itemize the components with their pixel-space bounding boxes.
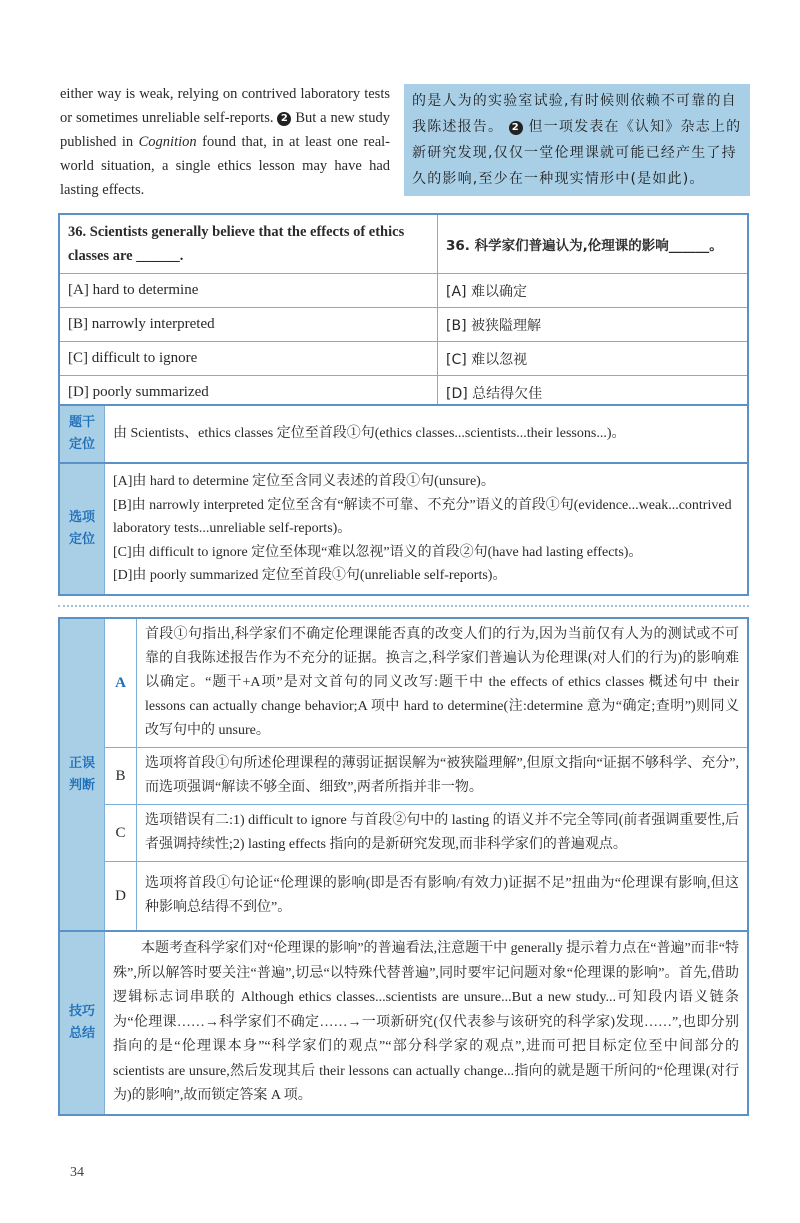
option-location-section	[60, 462, 747, 594]
option-zh: [D] 总结得欠佳	[446, 385, 543, 402]
judgement-row-a	[105, 619, 747, 748]
question-stem-row	[60, 215, 747, 274]
option-en: [C] difficult to ignore	[60, 342, 438, 375]
judgement-label: 正误判断	[60, 619, 105, 930]
translation-text-1: 的是人为的实验室试验,有时候则依赖不可靠的自我陈述报告。	[412, 93, 737, 135]
judgement-row-c	[105, 805, 747, 862]
sentence-marker-icon: 2	[509, 121, 523, 135]
question-stem-zh: 36. 科学家们普遍认为,伦理课的影响______。	[446, 238, 723, 254]
option-location-a: [A]由 hard to determine 定位至含同义表述的首段①句(unsure)。	[113, 474, 495, 489]
sentence-marker-icon: 2	[277, 112, 291, 126]
dotted-divider	[58, 605, 749, 607]
option-en: [D] poorly summarized	[60, 376, 438, 409]
judgement-text: 选项将首段①句论证“伦理课的影响(即是否有影响/有效力)证据不足”扭曲为“伦理课有影响,但这种影响总结得不到位”。	[145, 876, 739, 915]
translation-box	[404, 84, 750, 196]
option-location-list	[105, 464, 747, 594]
judgement-letter: C	[105, 805, 137, 861]
location-box	[58, 404, 749, 596]
option-row-a	[60, 274, 747, 308]
judgement-letter: D	[105, 862, 137, 930]
judgement-text: 选项错误有二:1) difficult to ignore 与首段②句中的 lasting 的语义并不完全等同(前者强调重要性,后者强调持续性;2) lasting effects 指向的是新研究发现,而非科学家们的普遍观点。	[145, 813, 739, 852]
judgement-text: 首段①句指出,科学家们不确定伦理课能否真的改变人们的行为,因为当前仅有人为的测试或不可靠的自我陈述报告作为不充分的证据。换言之,科学家们普遍认为伦理课(对人们的行为)的影响难以确定。“题干+A项”是对文首句的同义改写:题干中 the effects of ethics classes 概述句中 their lessons can actually change behavior;A 项中 hard to determine(注:determine 意为“确定;查明”)则同义改写句中的 unsure。	[145, 627, 739, 738]
stem-location-label: 题干定位	[60, 406, 105, 462]
judgement-box	[58, 617, 749, 1116]
judgement-row-d	[105, 862, 747, 930]
judgement-letter: B	[105, 748, 137, 804]
option-row-c	[60, 342, 747, 376]
tips-label: 技巧总结	[60, 932, 105, 1114]
passage-text-1: either way is weak, relying on contrived laboratory tests or sometimes unreliable self-reports.	[60, 86, 390, 126]
option-en: [B] narrowly interpreted	[60, 308, 438, 341]
tips-section	[60, 930, 747, 1114]
judgement-text: 选项将首段①句所述伦理课程的薄弱证据误解为“被狭隘理解”,但原文指向“证据不够科学、充分”,而选项强调“解读不够全面、细致”,两者所指并非一物。	[145, 756, 739, 795]
option-zh: [A] 难以确定	[446, 283, 527, 300]
judgement-letter-correct: A	[105, 619, 137, 747]
option-location-d: [D]由 poorly summarized 定位至首段①句(unreliable self-reports)。	[113, 568, 507, 583]
option-row-b	[60, 308, 747, 342]
option-location-b: [B]由 narrowly interpreted 定位至含有“解读不可靠、不充分”语义的首段①句(evidence...weak...contrived laboratory tests...unreliable self-reports)。	[113, 497, 732, 536]
passage-text-3: found that, in at least one real-world situation, a single ethics lesson may have had lasting effects.	[60, 134, 391, 198]
option-location-label: 选项定位	[60, 464, 105, 594]
page-number: 34	[70, 1165, 84, 1180]
option-zh: [C] 难以忽视	[446, 351, 528, 368]
journal-name: Cognition	[138, 134, 197, 150]
translation-text-2: 但一项发表在《认知》杂志上的新研究发现,仅仅一堂伦理课就可能已经产生了持久的影响,至少在一种现实情形中(是如此)。	[412, 119, 742, 187]
question-table	[58, 213, 749, 411]
option-zh: [B] 被狭隘理解	[446, 317, 541, 334]
stem-location-section	[60, 406, 747, 462]
judgement-row-b	[105, 748, 747, 805]
passage-text-2: But a new study published in	[60, 110, 391, 150]
option-location-c: [C]由 difficult to ignore 定位至体现“难以忽视”语义的首段②句(have had lasting effects)。	[113, 544, 643, 560]
judgement-section	[60, 619, 747, 930]
tips-text: 本题考查科学家们对“伦理课的影响”的普遍看法,注意题干中 generally 提示着力点在“普遍”而非“特殊”,所以解答时要关注“普遍”,切忌“以特殊代替普遍”,同时要牢记问题对象“伦理课的影响”。首先,借助逻辑标志词串联的 Although ethics classes...scientists are unsure...But a new study...可知段内语义链条为“伦理课……→科学家们不确定……→一项新研究(仅代表参与该研究的科学家)发现……”,也即分别指向的是“伦理课本身”“科学家们的观点”“部分科学家的观点”,进而可把目标定位至中间部分的 scientists are unsure,然后发现其后 their lessons can actually change...指向的就是题干所问的“伦理课(对行为)的影响”,故而锁定答案 A 项。	[113, 941, 739, 1103]
stem-location-text: 由 Scientists、ethics classes 定位至首段①句(ethics classes...scientists...their lessons...)。	[113, 426, 626, 442]
question-stem-en: 36. Scientists generally believe that the effects of ethics classes are ______.	[60, 215, 438, 273]
judgement-rows	[105, 619, 747, 930]
option-en: [A] hard to determine	[60, 274, 438, 307]
passage-excerpt	[60, 82, 390, 202]
